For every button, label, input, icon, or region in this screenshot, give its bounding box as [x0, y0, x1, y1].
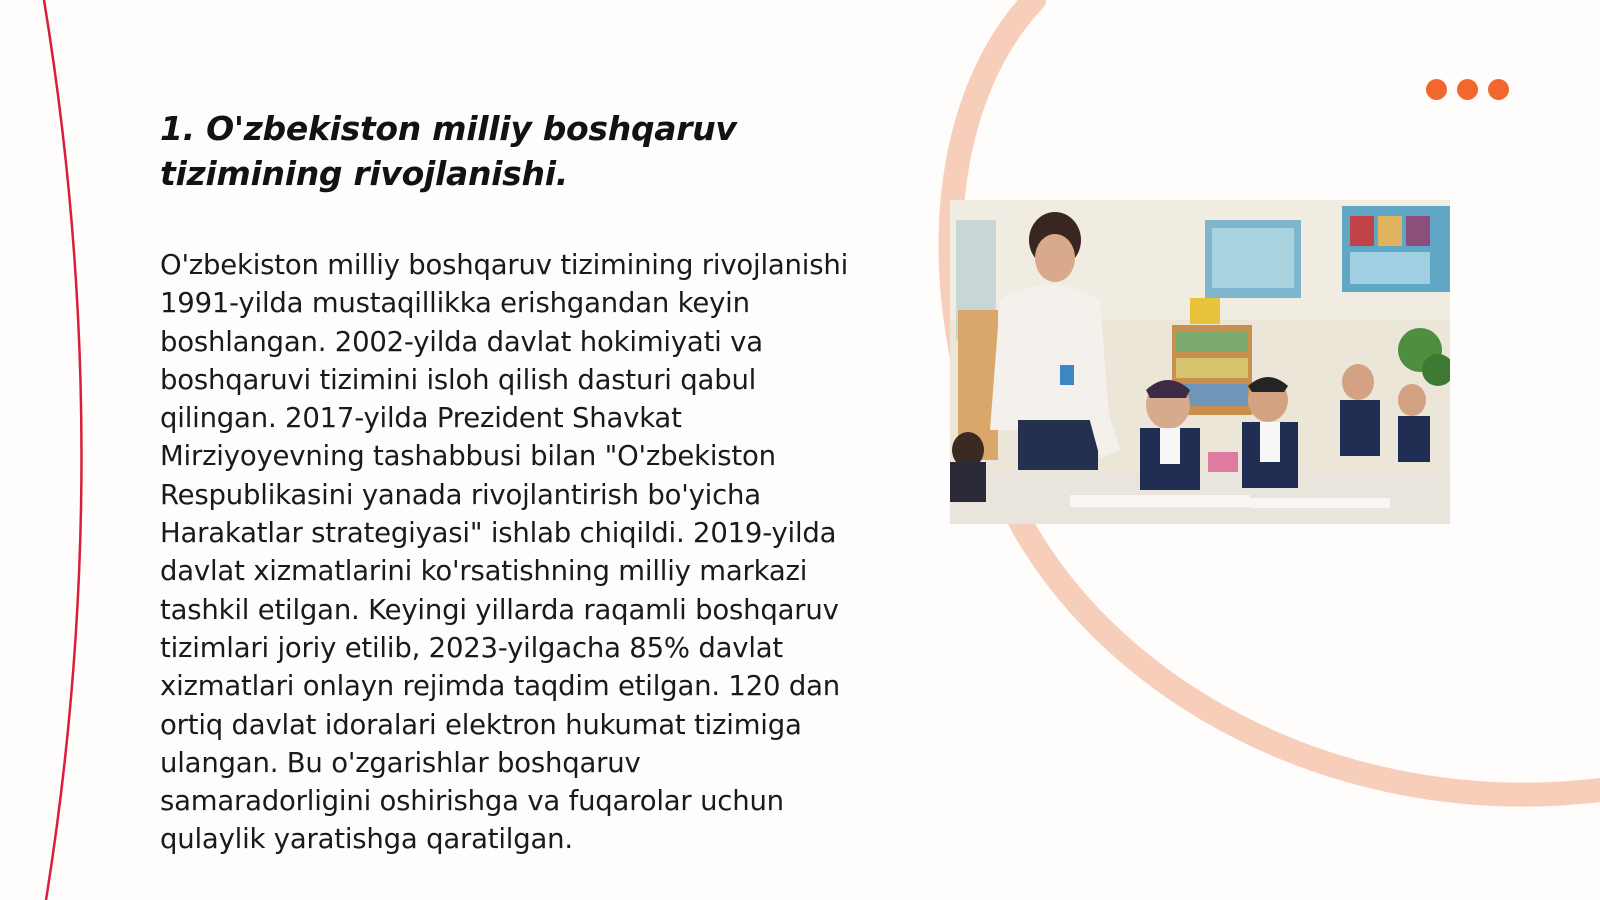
decorative-dots	[1426, 79, 1509, 100]
slide-body-text: O'zbekiston milliy boshqaruv tizimining rivojlanishi 1991-yilda mustaqillikka erishgandan keyin boshlangan. 2002-yilda davlat hokimiyati va boshqaruvi tizimini isloh qilish dasturi qabul qilingan. 2017-yilda Prezident Shavkat Mirziyoyevning tashabbusi bilan "O'zbekiston Respublikasini yanada rivojlantirish bo'yicha Harakatlar strategiyasi" ishlab chiqildi. 2019-yilda davlat xizmatlarini ko'rsatishning milliy markazi tashkil etilgan. Keyingi yillarda raqamli boshqaruv tizimlari joriy etilib, 2023-yilgacha 85% davlat xizmatlari onlayn rejimda taqdim etilgan. 120 dan ortiq davlat idoralari elektron hukumat tizimiga ulangan. Bu o'zgarishlar boshqaruv samaradorligini oshirishga va fuqarolar uchun qulaylik yaratishga qaratilgan.	[160, 249, 849, 856]
dot-2	[1457, 79, 1478, 100]
classroom-illustration	[950, 200, 1450, 524]
left-red-curve	[44, 0, 82, 900]
dot-3	[1488, 79, 1509, 100]
dot-1	[1426, 79, 1447, 100]
classroom-photo	[950, 200, 1450, 524]
slide-title: 1. O'zbekiston milliy boshqaruv tizimining rivojlanishi.	[160, 109, 737, 193]
